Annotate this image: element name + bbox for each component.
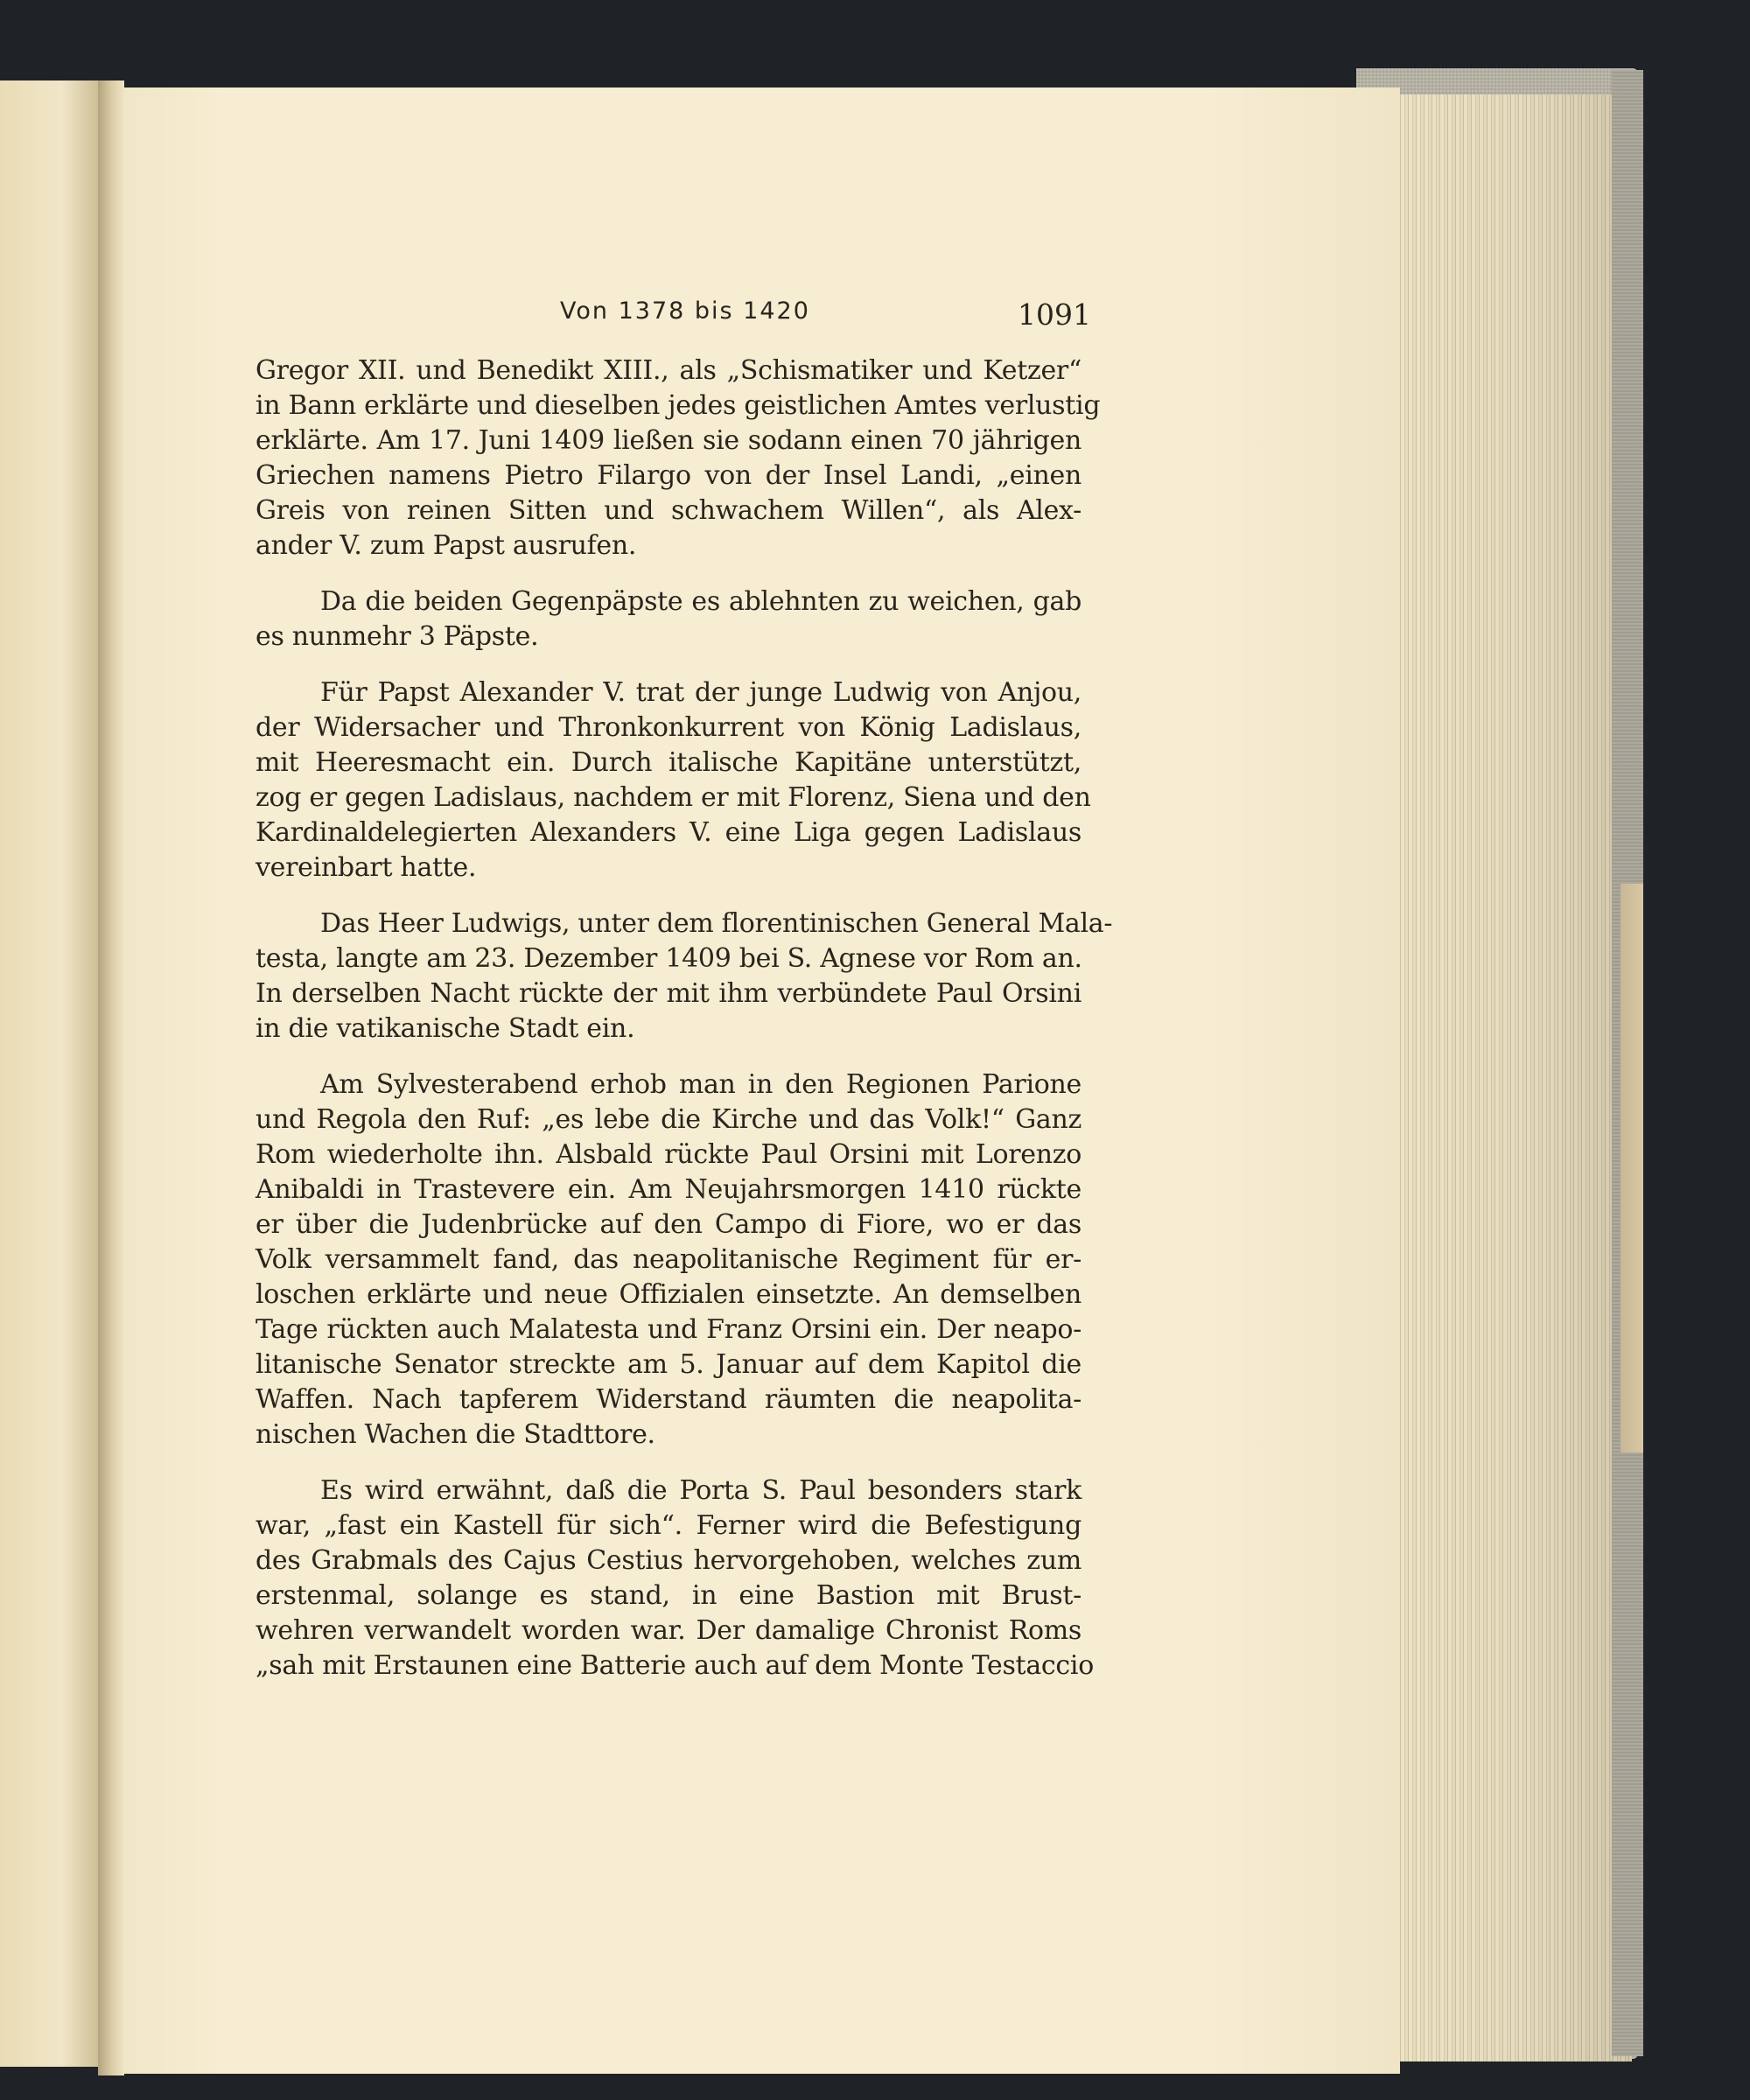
text-line: wehren verwandelt worden war. Der damalige Chronist Roms: [256, 1615, 1082, 1646]
text-line: Tage rückten auch Malatesta und Franz Orsini ein. Der neapo-: [256, 1314, 1082, 1345]
text-line: Gregor XII. und Benedikt XIII., als „Schismatiker und Ketzer“: [256, 355, 1082, 386]
text-line: ander V. zum Papst ausrufen.: [256, 530, 637, 561]
text-line: und Regola den Ruf: „es lebe die Kirche und das Volk!“ Ganz: [256, 1104, 1082, 1135]
text-line: Griechen namens Pietro Filargo von der Insel Landi, „einen: [256, 460, 1082, 491]
left-page-edge: [0, 80, 103, 2067]
text-line: „sah mit Erstaunen eine Batterie auch auf dem Monte Testaccio: [256, 1650, 1094, 1681]
text-line: In derselben Nacht rückte der mit ihm verbündete Paul Orsini: [256, 978, 1082, 1009]
paragraph: [256, 1474, 1094, 1684]
text-line: der Widersacher und Thronkonkurrent von König Ladislaus,: [256, 712, 1082, 743]
paragraph: [256, 1068, 1082, 1452]
page-edges-shade: [1369, 94, 1632, 2062]
paragraph: [256, 676, 1091, 886]
paragraph: [256, 906, 1113, 1046]
text-line: Für Papst Alexander V. trat der junge Ludwig von Anjou,: [320, 677, 1082, 708]
body-text: [256, 354, 1113, 1704]
text-line: er über die Judenbrücke auf den Campo di Fiore, wo er das: [256, 1209, 1082, 1240]
text-line: Kardinaldelegierten Alexanders V. eine Liga gegen Ladislaus: [256, 817, 1082, 848]
paragraph: [256, 584, 1082, 654]
text-line: Anibaldi in Trastevere ein. Am Neujahrsmorgen 1410 rückte: [256, 1174, 1082, 1205]
text-line: erklärte. Am 17. Juni 1409 ließen sie sodann einen 70 jährigen: [256, 425, 1082, 456]
text-line: in Bann erklärte und dieselben jedes geistlichen Amtes verlustig: [256, 390, 1101, 421]
text-line: Waffen. Nach tapferem Widerstand räumten die neapolita-: [256, 1384, 1082, 1415]
text-line: zog er gegen Ladislaus, nachdem er mit Florenz, Siena und den: [256, 782, 1091, 813]
text-line: Rom wiederholte ihn. Alsbald rückte Paul Orsini mit Lorenzo: [256, 1139, 1082, 1170]
text-line: Das Heer Ludwigs, unter dem florentinischen General Mala-: [320, 908, 1113, 939]
bookmark-ribbon: [1620, 884, 1643, 1452]
text-line: litanische Senator streckte am 5. Januar auf dem Kapitol die: [256, 1349, 1082, 1380]
text-line: vereinbart hatte.: [256, 852, 477, 883]
text-line: in die vatikanische Stadt ein.: [256, 1013, 635, 1044]
text-line: nischen Wachen die Stadttore.: [256, 1419, 655, 1450]
page-number: 1091: [1018, 298, 1091, 332]
text-line: mit Heeresmacht ein. Durch italische Kapitäne unterstützt,: [256, 747, 1082, 778]
text-line: Da die beiden Gegenpäpste es ablehnten zu weichen, gab: [320, 586, 1082, 617]
text-line: Es wird erwähnt, daß die Porta S. Paul besonders stark: [320, 1475, 1082, 1506]
text-line: des Grabmals des Cajus Cestius hervorgehoben, welches zum: [256, 1545, 1082, 1576]
paragraph: [256, 354, 1101, 564]
text-line: Volk versammelt fand, das neapolitanische Regiment für er-: [256, 1244, 1082, 1275]
text-line: erstenmal, solange es stand, in eine Bastion mit Brust-: [256, 1580, 1082, 1611]
text-line: war, „fast ein Kastell für sich“. Ferner wird die Befestigung: [256, 1510, 1082, 1541]
book-gutter: [98, 80, 124, 2076]
text-line: Am Sylvesterabend erhob man in den Regionen Parione: [320, 1069, 1082, 1100]
text-line: testa, langte am 23. Dezember 1409 bei S. Agnese vor Rom an.: [256, 943, 1082, 974]
text-line: es nunmehr 3 Päpste.: [256, 621, 539, 652]
text-line: loschen erklärte und neue Offizialen einsetzte. An demselben: [256, 1279, 1082, 1310]
running-head: Von 1378 bis 1420: [560, 298, 810, 325]
text-line: Greis von reinen Sitten und schwachem Willen“, als Alex-: [256, 495, 1082, 526]
